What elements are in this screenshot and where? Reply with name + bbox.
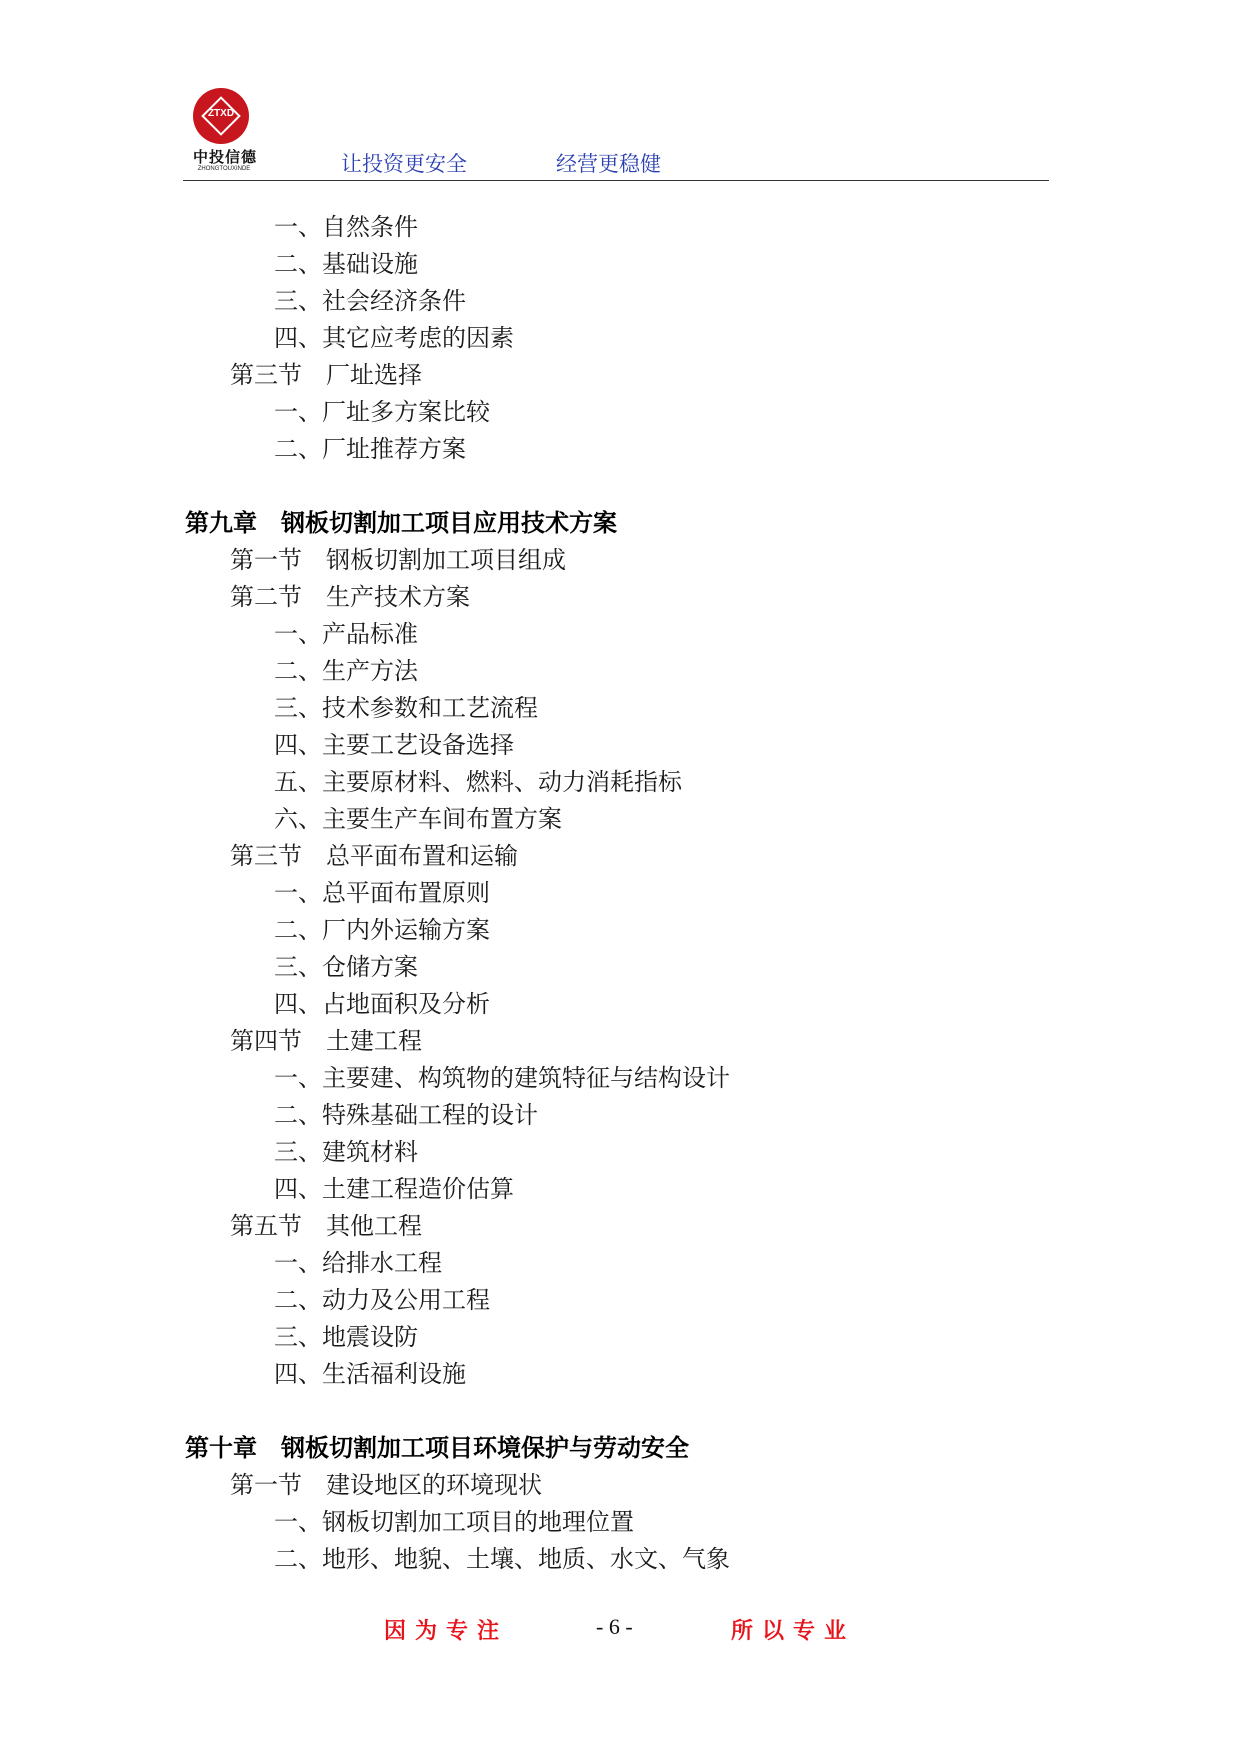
page-header	[0, 0, 1241, 185]
toc-item: 二、动力及公用工程	[274, 1286, 490, 1314]
toc-item: 三、仓储方案	[274, 953, 418, 981]
toc-item: 二、厂内外运输方案	[274, 916, 490, 944]
toc-item: 一、厂址多方案比较	[274, 398, 490, 426]
toc-item: 二、地形、地貌、土壤、地质、水文、气象	[274, 1545, 730, 1573]
toc-section: 第三节 厂址选择	[230, 361, 422, 389]
toc-item: 一、主要建、构筑物的建筑特征与结构设计	[274, 1064, 730, 1092]
logo-chinese-name: 中投信德	[192, 148, 257, 166]
toc-chapter: 第九章 钢板切割加工项目应用技术方案	[185, 509, 617, 537]
footer-motto-left: 因为专注	[384, 1619, 509, 1644]
toc-item: 三、建筑材料	[274, 1138, 418, 1166]
toc-item: 六、主要生产车间布置方案	[274, 805, 562, 833]
logo-mark-text: ZTXD	[207, 108, 235, 119]
toc-item: 一、自然条件	[274, 213, 418, 241]
toc-item: 四、占地面积及分析	[274, 990, 490, 1018]
header-slogan-right: 经营更稳健	[556, 152, 661, 176]
toc-section: 第五节 其他工程	[230, 1212, 422, 1240]
toc-section: 第一节 建设地区的环境现状	[230, 1471, 542, 1499]
page-footer	[0, 1614, 1241, 1648]
toc-section: 第四节 土建工程	[230, 1027, 422, 1055]
toc-section: 第三节 总平面布置和运输	[230, 842, 518, 870]
footer-motto-right: 所以专业	[731, 1619, 856, 1644]
header-slogan-left: 让投资更安全	[341, 152, 467, 176]
toc-item: 一、总平面布置原则	[274, 879, 490, 907]
toc-item: 二、生产方法	[274, 657, 418, 685]
logo-circle-icon	[193, 88, 249, 144]
toc-item: 四、其它应考虑的因素	[274, 324, 514, 352]
toc-item: 四、主要工艺设备选择	[274, 731, 514, 759]
toc-section: 第一节 钢板切割加工项目组成	[230, 546, 566, 574]
page-number: - 6 -	[596, 1614, 633, 1639]
toc-item: 三、社会经济条件	[274, 287, 466, 315]
toc-section: 第二节 生产技术方案	[230, 583, 470, 611]
toc-item: 二、特殊基础工程的设计	[274, 1101, 538, 1129]
toc-item: 四、土建工程造价估算	[274, 1175, 514, 1203]
company-logo	[183, 88, 263, 174]
toc-item: 二、基础设施	[274, 250, 418, 278]
toc-item: 二、厂址推荐方案	[274, 435, 466, 463]
toc-item: 五、主要原材料、燃料、动力消耗指标	[274, 768, 682, 796]
toc-item: 三、技术参数和工艺流程	[274, 694, 538, 722]
logo-english-name: ZHONGTOUXINDE	[197, 166, 251, 172]
toc-chapter: 第十章 钢板切割加工项目环境保护与劳动安全	[185, 1434, 689, 1462]
toc-item: 三、地震设防	[274, 1323, 418, 1351]
toc-item: 一、产品标准	[274, 620, 418, 648]
toc-item: 一、钢板切割加工项目的地理位置	[274, 1508, 634, 1536]
toc-item: 四、生活福利设施	[274, 1360, 466, 1388]
toc-item: 一、给排水工程	[274, 1249, 442, 1277]
header-divider	[183, 180, 1049, 181]
